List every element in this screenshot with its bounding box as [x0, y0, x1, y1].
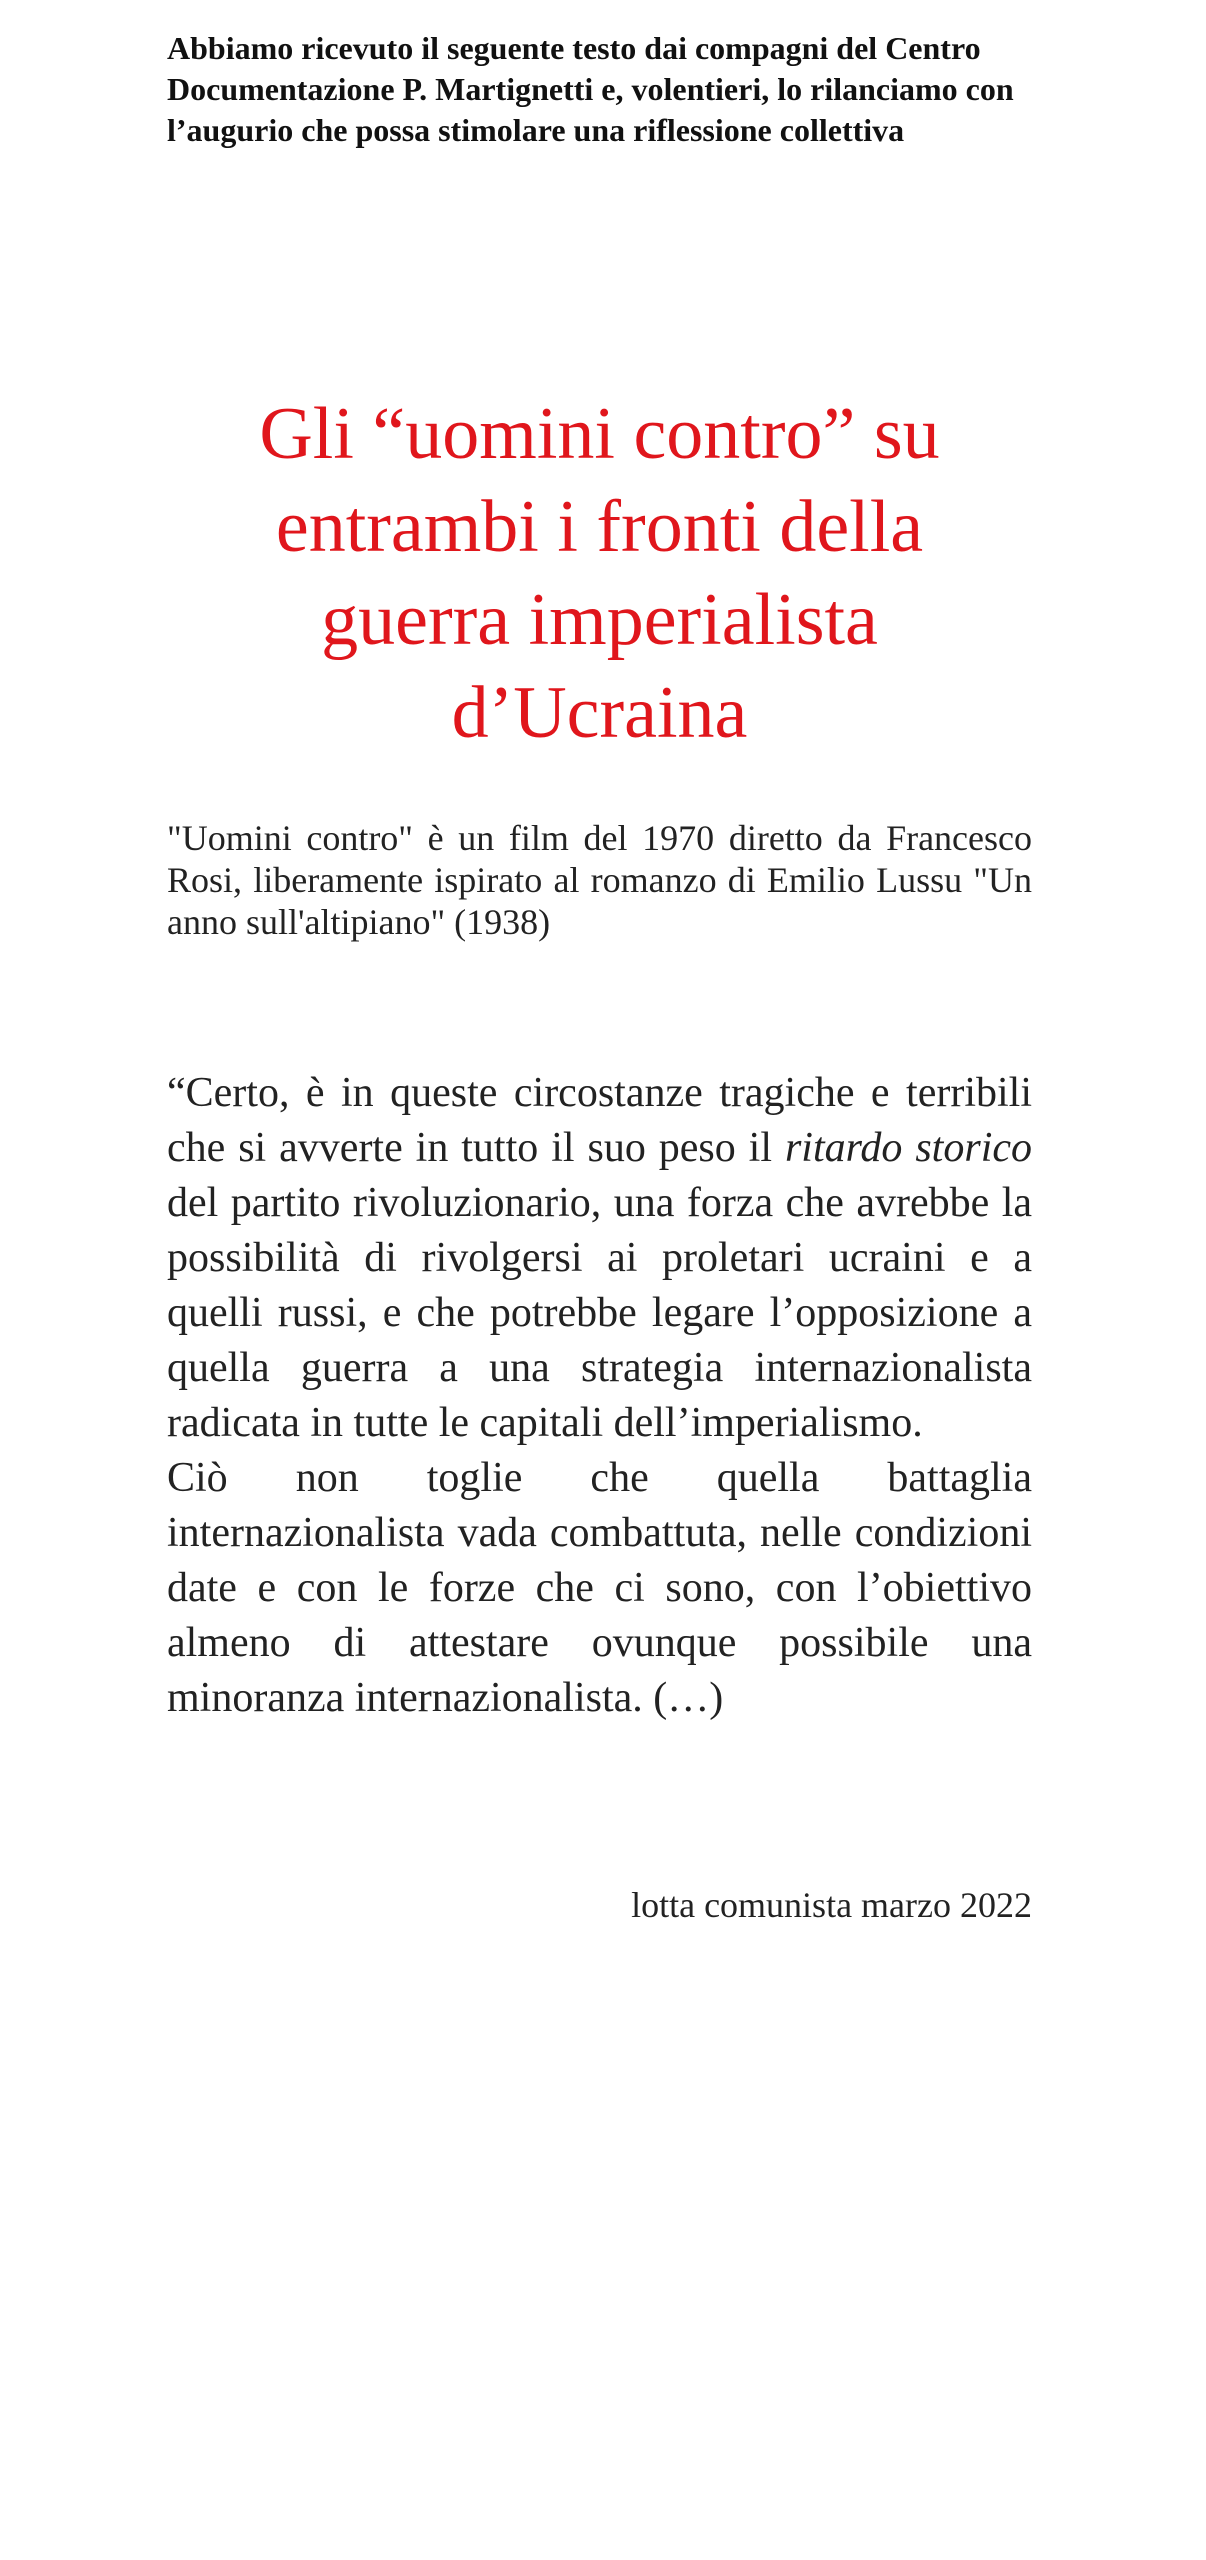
title-line: Gli “uomini contro” su	[259, 393, 940, 475]
title-line: entrambi i fronti della	[275, 486, 924, 568]
title-line: d’Ucraina	[451, 672, 748, 754]
quote-source: lotta comunista marzo 2022	[631, 1885, 1032, 1925]
quote-block	[167, 1066, 1032, 1726]
quote-paragraph-1	[167, 1066, 1032, 1451]
article-title	[167, 388, 1032, 760]
quote-paragraph-2: Ciò non toglie che quella battaglia internazionalista vada combattuta, nelle condizioni date e con le forze che ci sono, con l’obiettivo almeno di attestare ovunque possibile una minoranza internazionalista. (…)	[167, 1455, 1032, 1721]
quote-italic-text: ritardo storico	[784, 1125, 1033, 1171]
quote-text: “Certo, è in queste circostanze tragiche e terribili che si avverte in tutto il suo peso il	[167, 1070, 1032, 1171]
quote-text: del partito rivoluzionario, una forza che avrebbe la possibilità di rivolgersi ai proletari ucraini e a quelli russi, e che potrebbe legare l’opposizione a quella guerra a una strategia internazionalista radicata in tutte le capitali dell’imperialismo.	[167, 1180, 1032, 1446]
intro-paragraph: Abbiamo ricevuto il seguente testo dai compagni del Centro Documentazione P. Martignetti e, volentieri, lo rilanciamo con l’augurio che possa stimolare una riflessione collettiva	[167, 30, 1014, 148]
film-note: "Uomini contro" è un film del 1970 diretto da Francesco Rosi, liberamente ispirato al romanzo di Emilio Lussu "Un anno sull'altipiano" (1938)	[167, 818, 1032, 942]
title-line: guerra imperialista	[321, 579, 878, 661]
